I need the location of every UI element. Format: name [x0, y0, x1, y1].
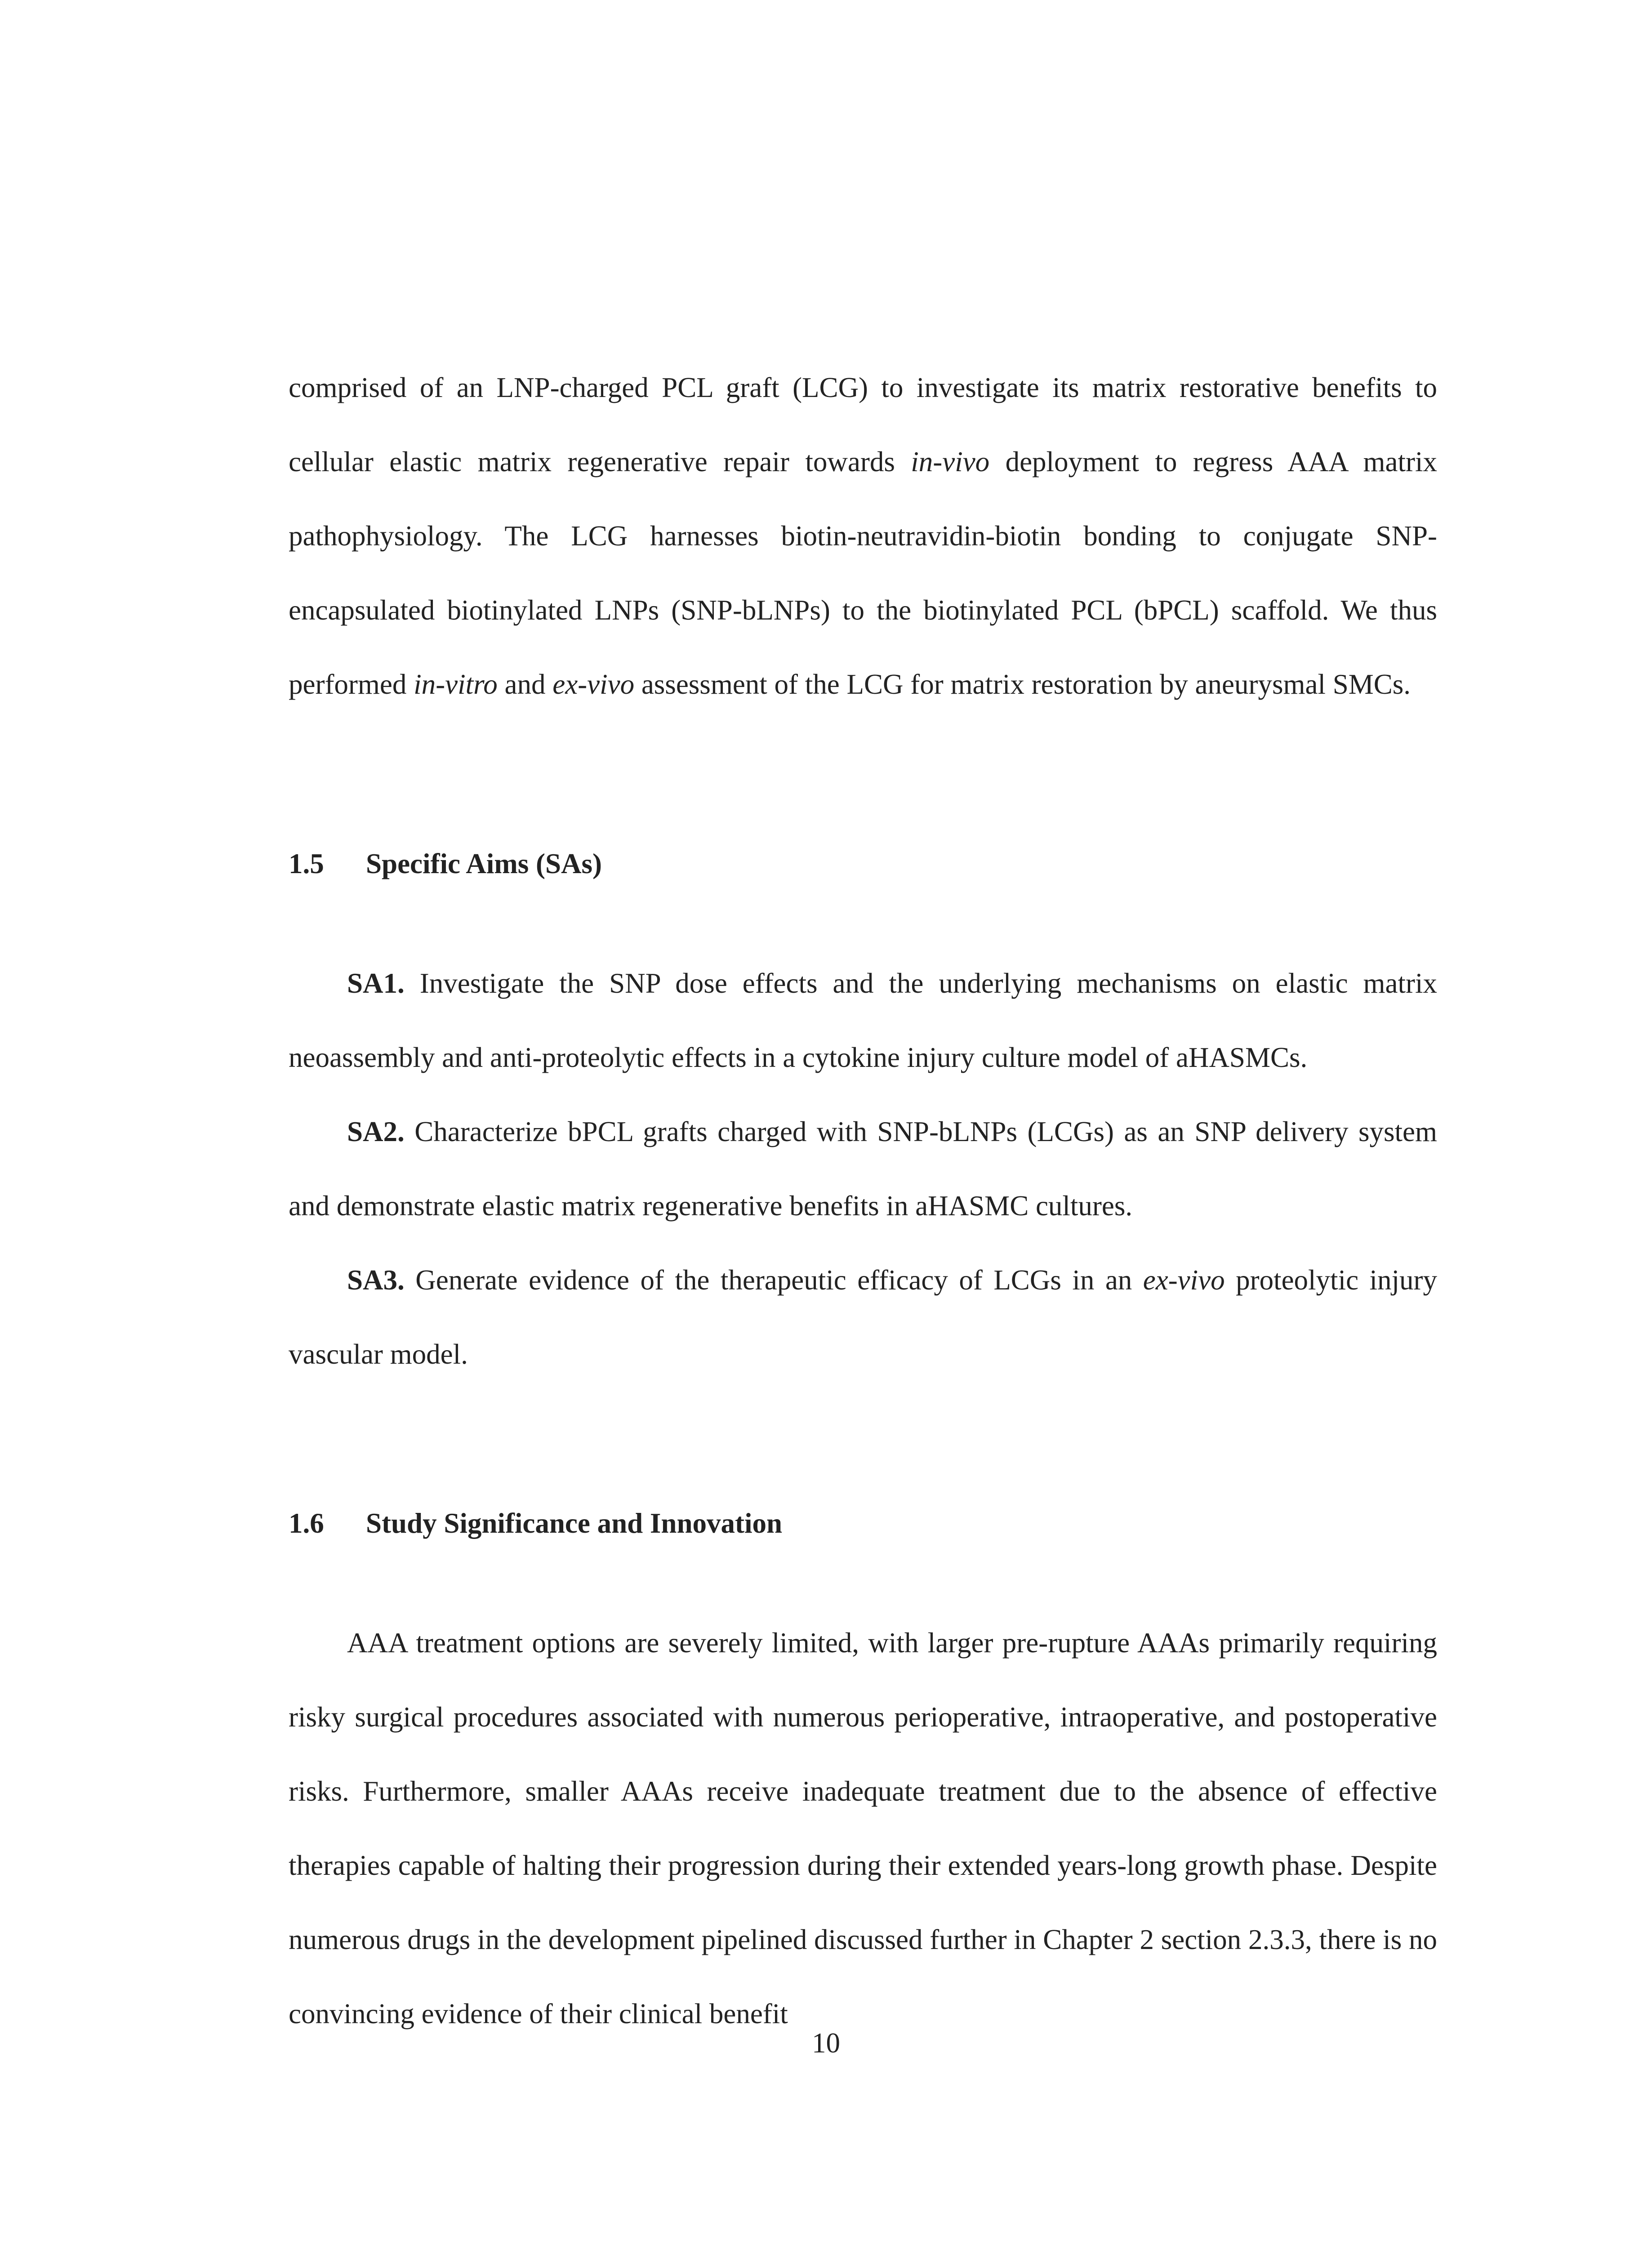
aim-sa3 [289, 1243, 1437, 1392]
section-title: Specific Aims (SAs) [366, 848, 602, 879]
section-number: 1.6 [289, 1508, 324, 1539]
section-heading-1-5 [289, 847, 602, 880]
intro-text-2: deployment to regress AAA matrix pathophysiology. The LCG harnesses biotin-neutravidin-biotin bonding to conjugate SNP-encapsulated biotinylated LNPs (SNP-bLNPs) to the biotinylated PCL (bPCL) scaffold. We thus performed [289, 446, 1437, 700]
aim-text: proteolytic injury vascular model. [289, 1264, 1438, 1370]
section-title: Study Significance and Innovation [366, 1508, 783, 1539]
significance-paragraph: AAA treatment options are severely limited, with larger pre-rupture AAAs primarily requiring risky surgical procedures associated with numerous perioperative, intraoperative, and postoperative risks. Furthermore, smaller AAAs receive inadequate treatment due to the absence of effective therapies capable of halting their progression during their extended years-long growth phase. Despite numerous drugs in the development pipelined discussed further in Chapter 2 section 2.3.3, there is no convincing evidence of their clinical benefit [289, 1627, 1437, 2029]
aim-text: Generate evidence of the therapeutic efficacy of LCGs in an [404, 1264, 1143, 1296]
intro-paragraph [289, 351, 1437, 722]
intro-italic-in-vivo: in-vivo [911, 446, 990, 477]
intro-italic-ex-vivo: ex-vivo [552, 669, 635, 700]
aim-sa2 [289, 1095, 1437, 1243]
intro-paragraph-block [289, 351, 1437, 722]
section-heading-1-6 [289, 1507, 782, 1540]
specific-aims-block [289, 946, 1437, 1392]
intro-text-3: and [497, 669, 553, 700]
aim-label: SA2. [347, 1116, 405, 1147]
intro-text-4: assessment of the LCG for matrix restoration by aneurysmal SMCs. [634, 669, 1411, 700]
aim-label: SA3. [347, 1264, 405, 1296]
intro-text-1: comprised of an LNP-charged PCL graft (LCG) to investigate its matrix restorative benefits to cellular elastic matrix regenerative repair towards [289, 372, 1437, 477]
aim-sa1 [289, 946, 1437, 1095]
aim-text: Investigate the SNP dose effects and the underlying mechanisms on elastic matrix neoassembly and anti-proteolytic effects in a cytokine injury culture model of aHASMCs. [289, 968, 1437, 1073]
aim-text: Characterize bPCL grafts charged with SNP-bLNPs (LCGs) as an SNP delivery system and demonstrate elastic matrix regenerative benefits in aHASMC cultures. [289, 1116, 1437, 1222]
significance-paragraph-block [289, 1606, 1437, 2051]
aim-label: SA1. [347, 968, 405, 999]
section-number: 1.5 [289, 848, 324, 879]
aim-italic-ex-vivo: ex-vivo [1143, 1264, 1225, 1296]
intro-italic-in-vitro: in-vitro [414, 669, 498, 700]
page-number: 10 [812, 2027, 840, 2059]
